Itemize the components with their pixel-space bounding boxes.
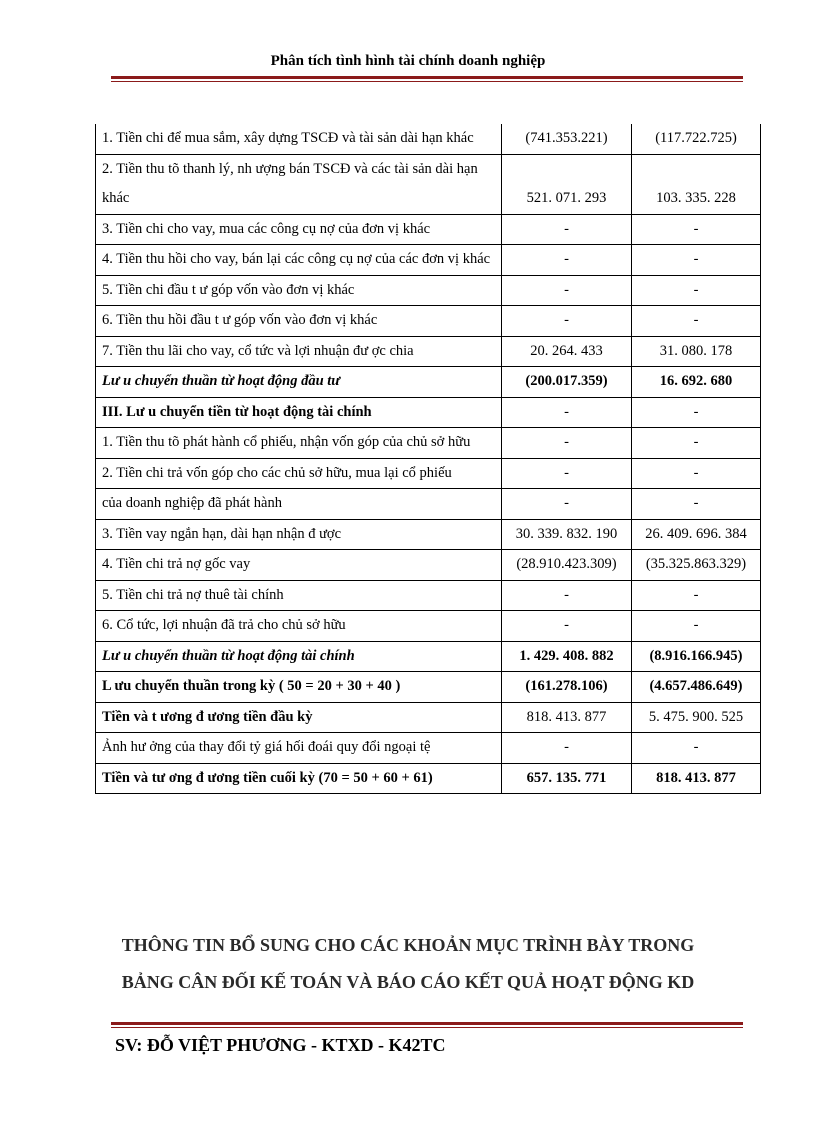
value-current-period: (741.353.221): [502, 124, 632, 154]
table-row: [96, 550, 761, 581]
value-current-period: -: [502, 458, 632, 489]
row-label: của doanh nghiệp đã phát hành: [96, 489, 502, 520]
table-row: [96, 702, 761, 733]
row-label: Tiền và t ương đ ương tiền đầu kỳ: [96, 702, 502, 733]
header-divider: [111, 76, 743, 82]
row-label: III. Lư u chuyển tiền từ hoạt động tài chính: [96, 397, 502, 428]
value-current-period: -: [502, 397, 632, 428]
cash-flow-table: [95, 124, 761, 794]
row-label: L ưu chuyển thuần trong kỳ ( 50 = 20 + 30 + 40 ): [96, 672, 502, 703]
section-title-line-2: BẢNG CÂN ĐỐI KẾ TOÁN VÀ BÁO CÁO KẾT QUẢ HOẠT ĐỘNG KD: [121, 972, 695, 992]
value-current-period: -: [502, 489, 632, 520]
value-current-period: -: [502, 275, 632, 306]
row-label: 2. Tiền chi trả vốn góp cho các chủ sở hữu, mua lại cổ phiếu: [96, 458, 502, 489]
section-title-line-1: THÔNG TIN BỔ SUNG CHO CÁC KHOẢN MỤC TRÌNH BÀY TRONG: [121, 935, 695, 955]
value-previous-period: -: [632, 397, 761, 428]
value-current-period: -: [502, 428, 632, 459]
table-row: [96, 641, 761, 672]
value-current-period: -: [502, 611, 632, 642]
cash-flow-table-container: [95, 124, 760, 794]
value-previous-period: -: [632, 306, 761, 337]
value-previous-period: -: [632, 275, 761, 306]
value-current-period: (28.910.423.309): [502, 550, 632, 581]
value-previous-period: -: [632, 733, 761, 764]
table-row: [96, 154, 761, 214]
value-previous-period: (8.916.166.945): [632, 641, 761, 672]
value-previous-period: -: [632, 489, 761, 520]
row-label: 2. Tiền thu tõ thanh lý, nh ượng bán TSCĐ và các tài sản dài hạn khác: [96, 154, 502, 214]
table-row: [96, 367, 761, 398]
row-label: 6. Cổ tức, lợi nhuận đã trả cho chủ sở hữu: [96, 611, 502, 642]
value-previous-period: 818. 413. 877: [632, 763, 761, 794]
value-previous-period: 26. 409. 696. 384: [632, 519, 761, 550]
table-row: [96, 733, 761, 764]
footer-author: SV: ĐỖ VIỆT PHƯƠNG - KTXD - K42TC: [115, 1035, 446, 1055]
table-row: [96, 214, 761, 245]
value-previous-period: (4.657.486.649): [632, 672, 761, 703]
value-current-period: -: [502, 214, 632, 245]
value-current-period: -: [502, 733, 632, 764]
row-label: 1. Tiền thu tõ phát hành cổ phiếu, nhận vốn góp của chủ sở hữu: [96, 428, 502, 459]
value-current-period: 818. 413. 877: [502, 702, 632, 733]
value-current-period: 1. 429. 408. 882: [502, 641, 632, 672]
value-previous-period: 16. 692. 680: [632, 367, 761, 398]
value-previous-period: -: [632, 214, 761, 245]
value-previous-period: (35.325.863.329): [632, 550, 761, 581]
table-row: [96, 489, 761, 520]
value-current-period: -: [502, 580, 632, 611]
table-row: [96, 124, 761, 154]
page-header-title: Phân tích tình hình tài chính doanh nghiệp: [270, 53, 546, 69]
value-previous-period: 103. 335. 228: [632, 154, 761, 214]
cash-flow-table-body: [96, 124, 761, 794]
table-row: [96, 336, 761, 367]
row-label: 7. Tiền thu lãi cho vay, cổ tức và lợi nhuận đư ợc chia: [96, 336, 502, 367]
value-previous-period: -: [632, 611, 761, 642]
row-label: 6. Tiền thu hồi đầu t ư góp vốn vào đơn vị khác: [96, 306, 502, 337]
value-current-period: -: [502, 245, 632, 276]
table-row: [96, 306, 761, 337]
value-current-period: -: [502, 306, 632, 337]
value-current-period: (200.017.359): [502, 367, 632, 398]
table-row: [96, 245, 761, 276]
row-label: 5. Tiền chi trả nợ thuê tài chính: [96, 580, 502, 611]
row-label: 5. Tiền chi đầu t ư góp vốn vào đơn vị khác: [96, 275, 502, 306]
row-label: Tiền và tư ơng đ ương tiền cuối kỳ (70 = 50 + 60 + 61): [96, 763, 502, 794]
footer-divider: [111, 1022, 743, 1028]
value-previous-period: -: [632, 245, 761, 276]
table-row: [96, 397, 761, 428]
row-label: Ảnh hư ởng của thay đổi tỷ giá hối đoái quy đổi ngoại tệ: [96, 733, 502, 764]
table-row: [96, 458, 761, 489]
row-label: 4. Tiền chi trả nợ gốc vay: [96, 550, 502, 581]
row-label: Lư u chuyển thuần từ hoạt động đầu tư: [96, 367, 502, 398]
row-label: 4. Tiền thu hồi cho vay, bán lại các công cụ nợ của các đơn vị khác: [96, 245, 502, 276]
row-label: Lư u chuyển thuần từ hoạt động tài chính: [96, 641, 502, 672]
row-label: 3. Tiền vay ngắn hạn, dài hạn nhận đ ược: [96, 519, 502, 550]
table-row: [96, 611, 761, 642]
table-row: [96, 763, 761, 794]
table-row: [96, 519, 761, 550]
table-row: [96, 580, 761, 611]
row-label: 1. Tiền chi để mua sắm, xây dựng TSCĐ và tài sản dài hạn khác: [96, 124, 502, 154]
table-row: [96, 275, 761, 306]
value-current-period: (161.278.106): [502, 672, 632, 703]
value-current-period: 20. 264. 433: [502, 336, 632, 367]
table-row: [96, 428, 761, 459]
value-previous-period: -: [632, 580, 761, 611]
value-current-period: 30. 339. 832. 190: [502, 519, 632, 550]
row-label: 3. Tiền chi cho vay, mua các công cụ nợ của đơn vị khác: [96, 214, 502, 245]
value-previous-period: (117.722.725): [632, 124, 761, 154]
value-previous-period: -: [632, 428, 761, 459]
value-previous-period: -: [632, 458, 761, 489]
value-previous-period: 5. 475. 900. 525: [632, 702, 761, 733]
value-current-period: 521. 071. 293: [502, 154, 632, 214]
table-row: [96, 672, 761, 703]
value-current-period: 657. 135. 771: [502, 763, 632, 794]
value-previous-period: 31. 080. 178: [632, 336, 761, 367]
